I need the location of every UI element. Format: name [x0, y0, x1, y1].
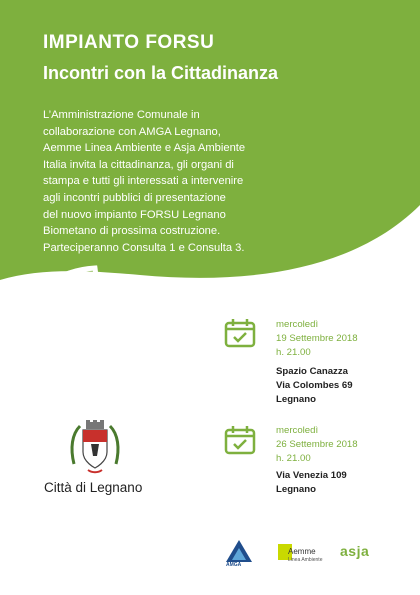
- event-time: h. 21.00: [276, 347, 311, 358]
- page-title: IMPIANTO FORSU: [43, 32, 215, 53]
- intro-paragraph: [43, 107, 305, 256]
- intro-line: Italia invita la cittadinanza, gli organi di: [43, 158, 234, 171]
- intro-line: stampa e tutti gli interessati a intervenire: [43, 175, 244, 188]
- event-date: 19 Settembre 2018: [276, 333, 358, 344]
- page-subtitle: Incontri con la Cittadinanza: [43, 63, 279, 83]
- event-date: 26 Settembre 2018: [276, 439, 358, 450]
- event-location-1: [276, 365, 353, 407]
- intro-line: Aemme Linea Ambiente e Asja Ambiente: [43, 142, 246, 155]
- asja-logo: asja: [340, 543, 370, 559]
- aemme-logo: [278, 542, 328, 566]
- intro-line: del nuovo impianto FORSU Legnano: [43, 208, 226, 221]
- intro-line: Biometano di prossima costruzione.: [43, 225, 221, 238]
- event-date-2: [276, 424, 358, 466]
- intro-line: L’Amministrazione Comunale in: [43, 109, 200, 121]
- aemme-logo-subtext: Linea Ambiente: [288, 557, 323, 563]
- intro-line: Parteciperanno Consulta 1 e Consulta 3.: [43, 241, 245, 254]
- amga-logo-text: AMGA: [226, 562, 242, 568]
- event-day: mercoledì: [276, 425, 319, 436]
- intro-line: collaborazione con AMGA Legnano,: [43, 125, 221, 138]
- event-city: Legnano: [276, 394, 316, 405]
- event-day: mercoledì: [276, 319, 319, 330]
- event-city: Legnano: [276, 484, 316, 495]
- event-place: Spazio Canazza: [276, 366, 348, 377]
- event-time: h. 21.00: [276, 453, 311, 464]
- intro-line: agli incontri pubblici di presentazione: [43, 191, 226, 204]
- event-date-1: [276, 318, 358, 360]
- aemme-logo-text: Aemme: [288, 547, 316, 556]
- city-crest-icon: [68, 418, 122, 476]
- calendar-check-icon: [224, 318, 256, 348]
- city-name: Città di Legnano: [44, 480, 143, 495]
- event-address: Via Colombes 69: [276, 380, 353, 391]
- event-address: Via Venezia 109: [276, 470, 347, 481]
- event-location-2: [276, 469, 347, 497]
- calendar-check-icon: [224, 425, 256, 455]
